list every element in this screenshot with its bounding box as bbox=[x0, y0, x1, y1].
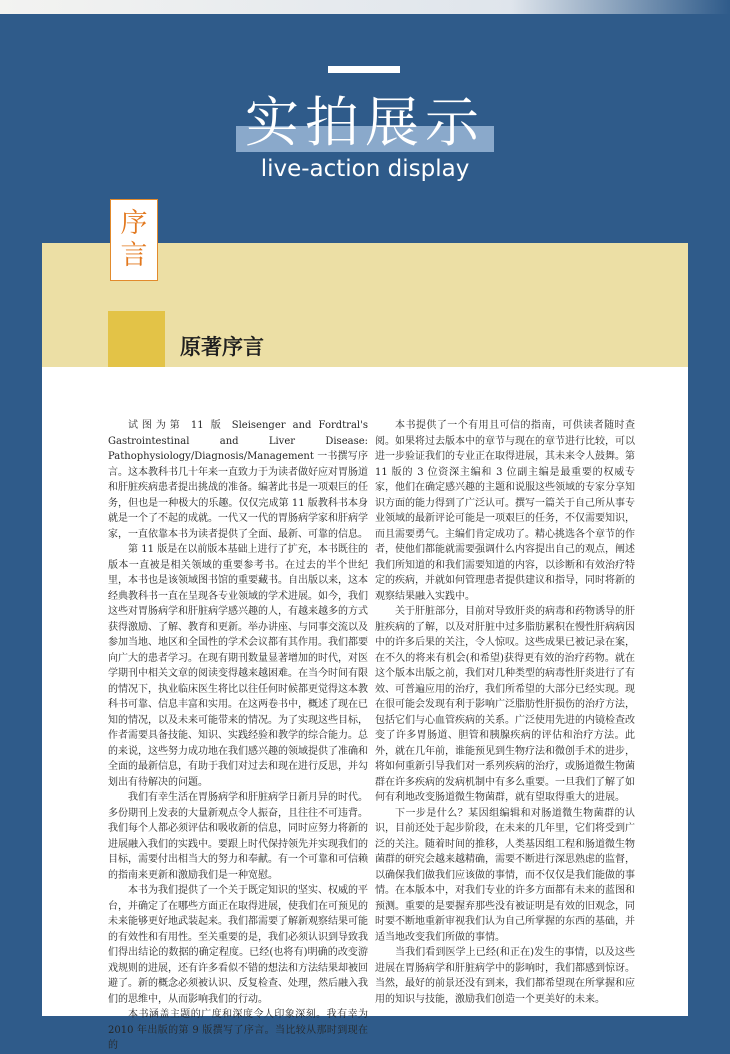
paragraph: 本书为我们提供了一个关于既定知识的坚实、权威的平台，并确定了在哪些方面正在取得进展，使我们在可预见的未来能够更好地武装起来。我们都需要了解新观察结果可能的有效性和有用性。至关重要的是，我们必须认识到导致我们得出结论的数据的确定程度。已经(也将有)明确的改变游戏规则的进展，还有许多看似不错的想法和方法结果却被回避了。新的概念必须被认识、反复检查、处理，然后融入我们的思维中，从而影响我们的行动。 bbox=[108, 885, 368, 1005]
page-title: 实拍展示 bbox=[245, 91, 485, 154]
section-tag-char-1: 序 bbox=[120, 208, 148, 239]
page-subtitle: live-action display bbox=[260, 156, 470, 182]
section-tag-char-2: 言 bbox=[120, 240, 148, 271]
title-accent-bar bbox=[328, 66, 400, 73]
section-heading: 原著序言 bbox=[180, 335, 264, 359]
section-tag bbox=[110, 199, 158, 281]
paragraph: 当我们看到医学上已经(和正在)发生的事情，以及这些进展在胃肠病学和肝脏病学中的影响时，我们都感到惊讶。当然，最好的前景还没有到来，我们都希望现在所掌握和应用的知识与技能，激励我们创造一个更美好的未来。 bbox=[375, 947, 635, 1005]
paragraph: 下一步是什么？某因组编辑和对肠道微生物菌群的认识，目前还处于起步阶段，在未来的几年里，它们将受到广泛的关注。随着时间的推移，人类基因组工程和肠道微生物菌群的研究会越来越精确，需要不断进行深思熟虑的监督，以确保我们做我们应该做的事情，而不仅仅是我们能做的事情。在本版本中，对我们专业的许多方面都有未来的蓝图和预测。重要的是要握弃那些没有被证明是有效的旧观念，同时要不断地重新审视我们认为自己所掌握的东西的基础，并适当地改变我们所做的事情。 bbox=[375, 807, 635, 943]
top-banner-strip bbox=[0, 0, 730, 14]
heading-marker bbox=[108, 311, 165, 367]
paragraph: 试图为第 11 版 Sleisenger and Fordtral's Gastrointestinal and Liver Disease: Pathophysiology/Diagnosis/Management 一书撰写序言。这本教科书几十年来一直致力于为读者做好应对胃肠道和肝脏疾病患者提出挑战的准备。编著此书是一项艰巨的任务，但也是一种极大的乐趣。仅仅完成第 11 版教科书本身就是一个了不起的成就。一代又一代的胃肠病学家和肝病学家，一直依靠本书为读者提供了全面、最新、可靠的信息。 bbox=[108, 420, 368, 540]
paragraph: 我们有幸生活在胃肠病学和肝脏病学日新月异的时代。多份期刊上发表的大量新观点令人振奋，且往往不可违背。我们每个人都必须评估和吸收新的信息，同时应努力将新的进展融入我们的实践中。要跟上时代保持领先并实现我们的目标，需要付出相当大的努力和奉献。有一个可靠和可信赖的指南来更新和激励我们是一种宽慰。 bbox=[108, 792, 368, 881]
left-text-column bbox=[108, 418, 368, 1054]
paragraph: 关于肝脏部分，目前对导致肝炎的病毒和药物诱导的肝脏疾病的了解，以及对肝脏中过多脂肪累积在慢性肝病病因中的许多后果的关注，令人惊叹。这些成果已被记录在案，在不久的将来有机会(和希望)获得更有效的治疗药物。就在这个版本出版之前，我们对几种类型的病毒性肝炎进行了有效、可普遍应用的治疗，我们所希望的大部分已经实现。现在很可能会发现有利于影响广泛脂肪性肝损伤的治疗方法，包括它们与心血管疾病的关系。广泛使用先进的内镜检查改变了许多胃肠道、胆管和胰腺疾病的评估和治疗方法。此外，就在几年前，谁能预见到生物疗法和微创手术的进步，将如何重新引导我们对一系列疾病的治疗，或肠道微生物菌群在许多疾病的发病机制中有多么重要。一旦我们了解了如何有利地改变肠道微生物菌群，就有望取得重大的进展。 bbox=[375, 606, 635, 803]
paragraph: 本书提供了一个有用且可信的指南，可供读者随时查阅。如果将过去版本中的章节与现在的章节进行比较，可以进一步验证我们的专业正在取得进展，其未来令人鼓舞。第 11 版的 3 位资深主编和 3 位副主编是最重要的权威专家，他们在确定感兴趣的主题和说服这些领域的专家分享知识方面的能力得到了广泛认可。撰写一篇关于自己所从事专业领域的最新评论可能是一项艰巨的任务，不仅需要知识，而且需要勇气。主编们肯定成功了。精心挑选各个章节的作者，使他们都能就需要强调什么内容提出自己的观点，阐述我们所知道的和我们需要知道的内容，以诊断和有效治疗特定的疾病，并就如何管理患者提供建议和指导，同时将新的观察结果融入实践中。 bbox=[375, 420, 635, 602]
right-text-column bbox=[375, 418, 635, 1007]
paragraph: 本书涵盖主题的广度和深度令人印象深刻。我有幸为 2010 年出版的第 9 版撰写了序言。当比较从那时到现在的 bbox=[108, 1009, 368, 1051]
paragraph: 第 11 版是在以前版本基础上进行了扩充，本书既往的版本一直被是相关领域的重要参考书。在过去的半个世纪里，本书也是该领域图书馆的重要藏书。自出版以来，这本经典教科书一直在呈现各专业领域的学术进展。如今，我们这些对胃肠病学和肝脏病学感兴趣的人，有越来越多的方式获得激励、了解、教育和更新。举办讲座、与同事交流以及参加当地、地区和全国性的学术会议都有其作用。我们都要向广大的患者学习。在现有期刊数量显著增加的时代，对医学期刊中相关文章的阅读变得越来越困难。在当今时间有限的情况下，执业临床医生将比以往任何时候都更觉得这本教科书可靠、信息丰富和实用。在这两卷书中，概述了现在已知的情况，以及未来可能带来的情况。为了实现这些目标，作者需要具备技能、知识、实践经验和教学的综合能力。总的来说，这些努力成功地在我们感兴趣的领域提供了准确和全面的最新信息，有助于我们对过去和现在进行反思，并勾划出有待解决的问题。 bbox=[108, 544, 368, 788]
